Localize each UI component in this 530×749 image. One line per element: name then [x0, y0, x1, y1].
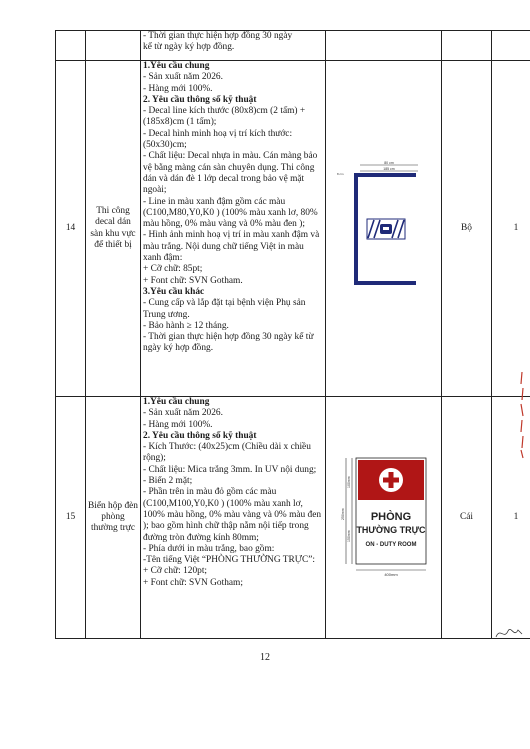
- desc-line: - Cung cấp và lắp đặt tại bệnh viện Phụ sản Trung ương.: [143, 298, 306, 320]
- desc-line: kể từ ngày ký hợp đồng.: [143, 42, 235, 53]
- red-stamp-mark: [517, 370, 527, 460]
- dimension-label: 150mm: [346, 530, 351, 543]
- unit-cell: Cái: [442, 397, 492, 639]
- image-cell: [326, 31, 442, 61]
- qty-cell: 1: [492, 61, 530, 397]
- desc-line: + Font chữ: SVN Gotham;: [143, 577, 243, 588]
- floor-decal-figure: [334, 161, 434, 291]
- desc-heading: 2. Yêu cầu thông số kỹ thuật: [143, 94, 257, 105]
- desc-line: - Hình ảnh minh hoạ vị trí in màu xanh đậm và màu trắng. Nội dung chữ tiếng Việt in màu xanh đậm:: [143, 230, 320, 264]
- desc-line: - Bảo hành ≥ 12 tháng.: [143, 320, 229, 331]
- desc-line: - Decal hình minh hoạ vị trí kích thước: (50x30)cm;: [143, 128, 293, 151]
- dimension-label: 185 cm: [382, 167, 395, 172]
- dimension-label: 100mm: [346, 476, 351, 489]
- image-cell: [326, 61, 442, 397]
- unit-cell: Bộ: [442, 61, 492, 397]
- desc-cell: [141, 61, 326, 397]
- signature-mark: [494, 622, 524, 642]
- desc-line: + Cỡ chữ: 120pt;: [143, 566, 208, 577]
- table-row: [56, 31, 530, 61]
- stt-cell: [56, 31, 86, 61]
- desc-cell: [141, 397, 326, 639]
- desc-cell: [141, 31, 326, 61]
- desc-line: - Thời gian thực hiện hợp đồng 30 ngày kể từ ngày ký hợp đồng.: [143, 332, 314, 354]
- desc-line: - Hàng mới 100%.: [143, 83, 213, 94]
- decal-line-left: [354, 173, 358, 285]
- qty-cell: 1: [492, 397, 530, 639]
- sign-line3: ON - DUTY ROOM: [365, 542, 416, 549]
- desc-line: - Chất liệu: Mica trắng 3mm. In UV nội dung;: [143, 464, 317, 475]
- desc-line: - Phía dưới in màu trắng, bao gồm:: [143, 543, 275, 554]
- desc-line: + Cỡ chữ: 85pt;: [143, 264, 203, 275]
- name-cell: Biển hộp đèn phòng thường trực: [86, 397, 141, 639]
- desc-heading: 1.Yêu cầu chung: [143, 397, 210, 407]
- desc-line: - Thời gian thực hiện hợp đồng 30 ngày: [143, 31, 293, 41]
- dimension-label: 8 cm: [336, 172, 344, 177]
- dimension-label: 400mm: [383, 572, 398, 578]
- desc-line: - Biển 2 mặt;: [143, 476, 193, 487]
- desc-line: - Kích Thước: (40x25)cm (Chiều dài x chiều rộng);: [143, 442, 311, 464]
- stt-cell: 14: [56, 61, 86, 397]
- cross-icon-h: [383, 478, 399, 483]
- desc-line: -Tên tiếng Việt “PHÒNG THƯỜNG TRỰC”:: [143, 555, 316, 566]
- decal-line-top: [354, 173, 416, 177]
- desc-heading: 3.Yêu cầu khác: [143, 286, 205, 297]
- desc-line: - Sản xuất năm 2026.: [143, 408, 223, 419]
- image-cell: [326, 397, 442, 639]
- equipment-icon-screen: [383, 227, 389, 230]
- sign-line1: PHÒNG: [370, 511, 411, 524]
- table-row: [56, 397, 530, 639]
- stt-cell: 15: [56, 397, 86, 639]
- page-number: 12: [260, 652, 270, 663]
- spec-table: [55, 30, 530, 639]
- decal-line-bottom: [354, 281, 416, 285]
- name-cell: Thi công decal dán sàn khu vực để thiết bị: [86, 61, 141, 397]
- desc-line: + Font chữ: SVN Gotham.: [143, 275, 243, 286]
- sign-figure: [334, 450, 434, 580]
- qty-cell: [492, 31, 530, 61]
- desc-heading: 1.Yêu cầu chung: [143, 61, 210, 71]
- table-row: [56, 61, 530, 397]
- desc-line: - Chất liệu: Decal nhựa in màu. Cán màng bảo vệ bằng màng cán sàn chuyên dụng. Thi công dán và dán đè 1 lớp decal trong bảo vệ mặt ngoài;: [143, 151, 318, 196]
- desc-heading: 2. Yêu cầu thông số kỹ thuật: [143, 430, 257, 441]
- desc-line: - Line in màu xanh đậm gồm các màu (C100,M80,Y0,K0 ) (100% màu xanh lơ, 80% màu hồng, 0% màu vàng và 0% màu đen );: [143, 196, 318, 230]
- desc-line: - Phần trên in màu đỏ gồm các màu (C100,M100,Y0,K0 ) (100% màu xanh lơ, 100% màu hồng, 0% màu vàng và 0% màu đen ); bao gồm hình chữ thập nằm nội tiếp trong đường tròn đường kính 80mm;: [143, 487, 322, 543]
- desc-line: - Hàng mới 100%.: [143, 419, 213, 430]
- dimension-label: 250mm: [340, 508, 345, 521]
- name-cell: [86, 31, 141, 61]
- dimension-label: 80 cm: [383, 161, 394, 166]
- desc-line: - Sản xuất năm 2026.: [143, 72, 223, 83]
- desc-line: - Decal line kích thước (80x8)cm (2 tấm) + (185x8)cm (1 tấm);: [143, 106, 306, 128]
- unit-cell: [442, 31, 492, 61]
- sign-line2: THƯỜNG TRỰC: [355, 525, 426, 536]
